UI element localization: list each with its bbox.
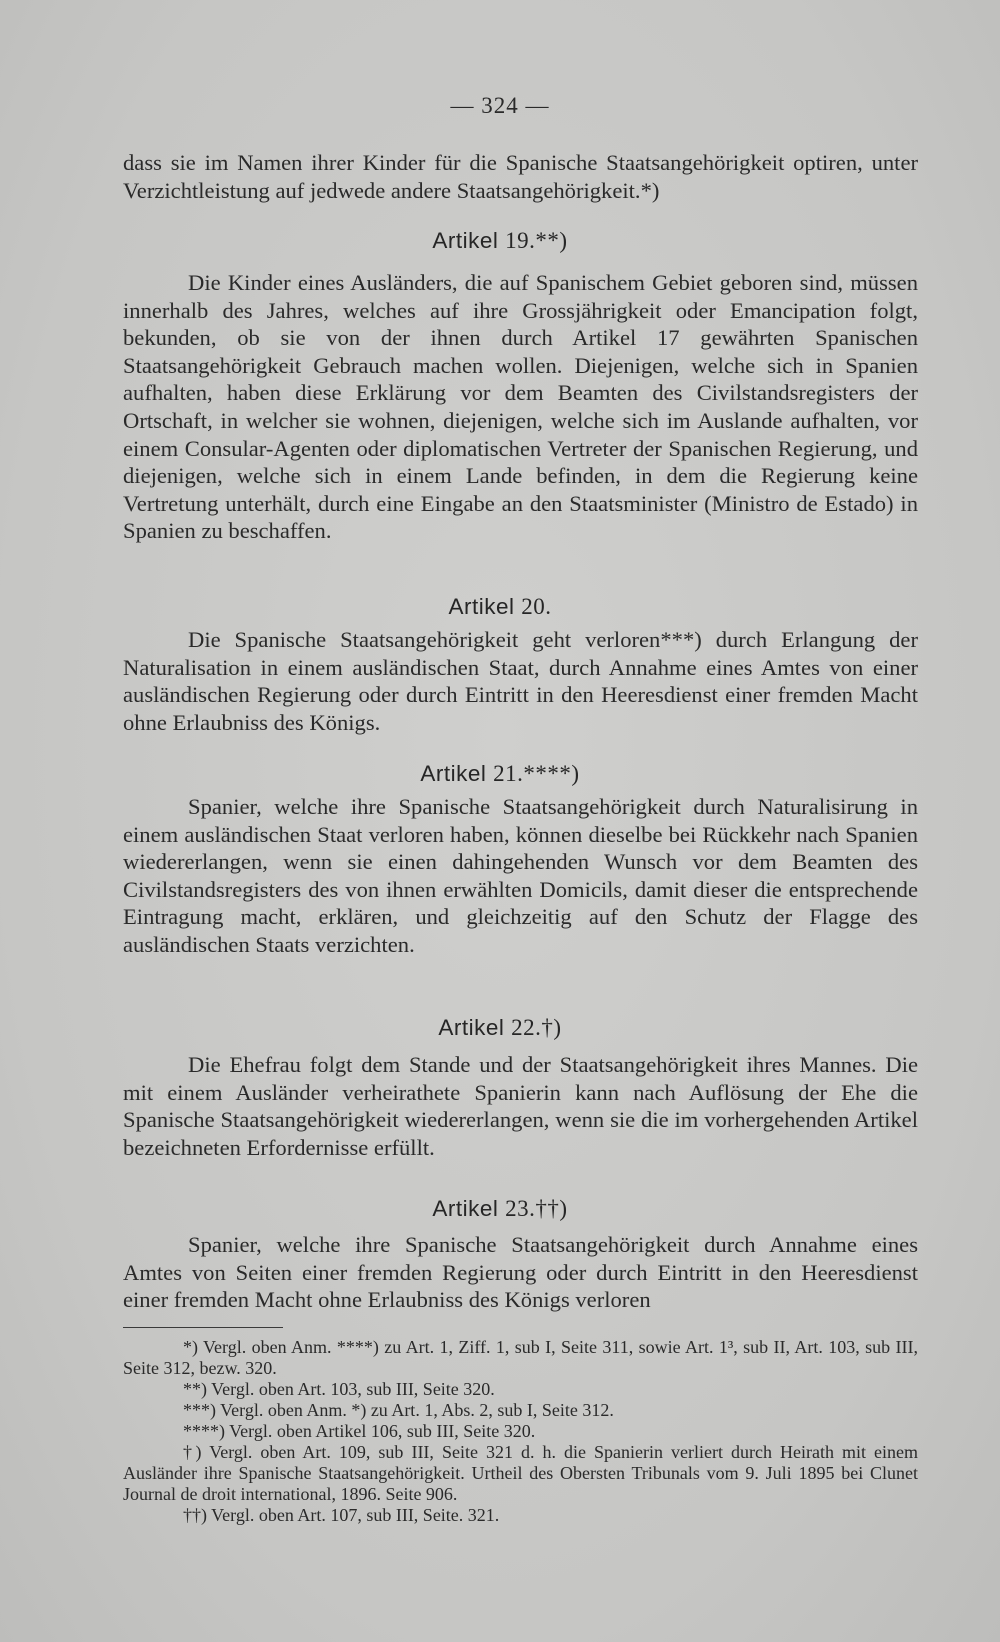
- article-22-text: Die Ehefrau folgt dem Stande und der Staatsangehörigkeit ihres Mannes. Die mit einem Ausländer verheirathete Spanierin kann nach Auflösung der Ehe die Spanische Staatsangehörigkeit wiedererlangen, wenn sie die im vorhergehenden Artikel bezeichneten Erfordernisse erfüllt.: [123, 1052, 918, 1160]
- article-21-heading-word: Artikel: [420, 761, 487, 786]
- footnote: **) Vergl. oben Art. 103, sub III, Seite 320.: [183, 1379, 495, 1399]
- article-20-body: [123, 626, 918, 736]
- article-21-text: Spanier, welche ihre Spanische Staatsangehörigkeit durch Naturalisirung in einem ausländischen Staat verloren haben, können dieselbe bei Rückkehr nach Spanien wiedererlangen, wenn sie einen dahingehenden Wunsch vor dem Beamten des Civilstandsregisters des von ihnen erwählten Domicils, damit dieser die entsprechende Eintragung macht, erklären, und gleichzeitig auf den Schutz der Flagge des ausländischen Staats verzichten.: [123, 794, 918, 957]
- article-23-body: [123, 1231, 918, 1314]
- page-number: — 324 —: [450, 93, 550, 118]
- article-23-heading: [0, 1196, 1000, 1222]
- article-21-heading-number: 21.****): [493, 761, 580, 786]
- article-20-heading: [0, 594, 1000, 620]
- article-23-text: Spanier, welche ihre Spanische Staatsangehörigkeit durch Annahme eines Amtes von Seiten einer fremden Regierung oder durch Eintritt in den Heeresdienst einer fremden Macht ohne Erlaubniss des Königs verloren: [123, 1232, 918, 1313]
- article-20-heading-number: 20.: [521, 594, 552, 619]
- article-22-body: [123, 1051, 918, 1161]
- footnotes: [123, 1337, 918, 1526]
- article-20-heading-word: Artikel: [448, 594, 515, 619]
- opening-paragraph: dass sie im Namen ihrer Kinder für die Spanische Staatsangehörigkeit optiren, unter Verzichtleistung auf jedwede andere Staatsangehörigkeit.*): [123, 150, 918, 203]
- article-23-heading-word: Artikel: [432, 1196, 499, 1221]
- article-19-heading-number: 19.**): [505, 228, 568, 253]
- article-19-text: Die Kinder eines Ausländers, die auf Spanischem Gebiet geboren sind, müssen innerhalb des Jahres, welches auf ihre Grossjährigkeit oder Emancipation folgt, bekunden, ob sie von der ihnen durch Artikel 17 gewährten Spanischen Staatsangehörigkeit Gebrauch machen wollen. Diejenigen, welche sich in Spanien aufhalten, haben diese Erklärung vor dem Beamten des Civilstandsregisters der Ortschaft, in welcher sie wohnen, diejenigen, welche sich im Auslande aufhalten, vor einem Consular-Agenten oder diplomatischen Vertreter der Spanischen Regierung, und diejenigen, welche sich in einem Lande befinden, in dem die Regierung keine Vertretung unterhält, durch eine Eingabe an den Staatsminister (Ministro de Estado) in Spanien zu beschaffen.: [123, 270, 918, 544]
- article-23-heading-number: 23.††): [505, 1196, 568, 1221]
- article-22-heading: [0, 1015, 1000, 1041]
- article-19-heading: [0, 228, 1000, 254]
- footnote: †) Vergl. oben Art. 109, sub III, Seite 321 d. h. die Spanierin verliert durch Heirath mit einem Ausländer ihre Spanische Staatsangehörigkeit. Urtheil des Obersten Tribunals vom 9. Juli 1895 bei Clunet Journal de droit international, 1896. Seite 906.: [123, 1442, 918, 1504]
- article-19-heading-word: Artikel: [432, 228, 499, 253]
- article-22-heading-number: 22.†): [511, 1015, 562, 1040]
- article-19-body: [123, 269, 918, 545]
- footnote: *) Vergl. oben Anm. ****) zu Art. 1, Ziff. 1, sub I, Seite 311, sowie Art. 1³, sub II, Art. 103, sub III, Seite 312, bezw. 320.: [123, 1337, 918, 1378]
- article-21-body: [123, 793, 918, 959]
- footnote: ***) Vergl. oben Anm. *) zu Art. 1, Abs. 2, sub I, Seite 312.: [183, 1400, 614, 1420]
- article-22-heading-word: Artikel: [438, 1015, 505, 1040]
- opening-paragraph-block: [123, 149, 918, 204]
- footnote: ††) Vergl. oben Art. 107, sub III, Seite. 321.: [183, 1505, 500, 1525]
- footnote: ****) Vergl. oben Artikel 106, sub III, Seite 320.: [183, 1421, 536, 1441]
- article-20-text: Die Spanische Staatsangehörigkeit geht verloren***) durch Erlangung der Naturalisation in einem ausländischen Staat, durch Annahme eines Amtes von einer ausländischen Regierung oder durch Eintritt in den Heeresdienst einer fremden Macht ohne Erlaubniss des Königs.: [123, 627, 918, 735]
- article-21-heading: [0, 761, 1000, 787]
- footnote-divider: [123, 1327, 283, 1328]
